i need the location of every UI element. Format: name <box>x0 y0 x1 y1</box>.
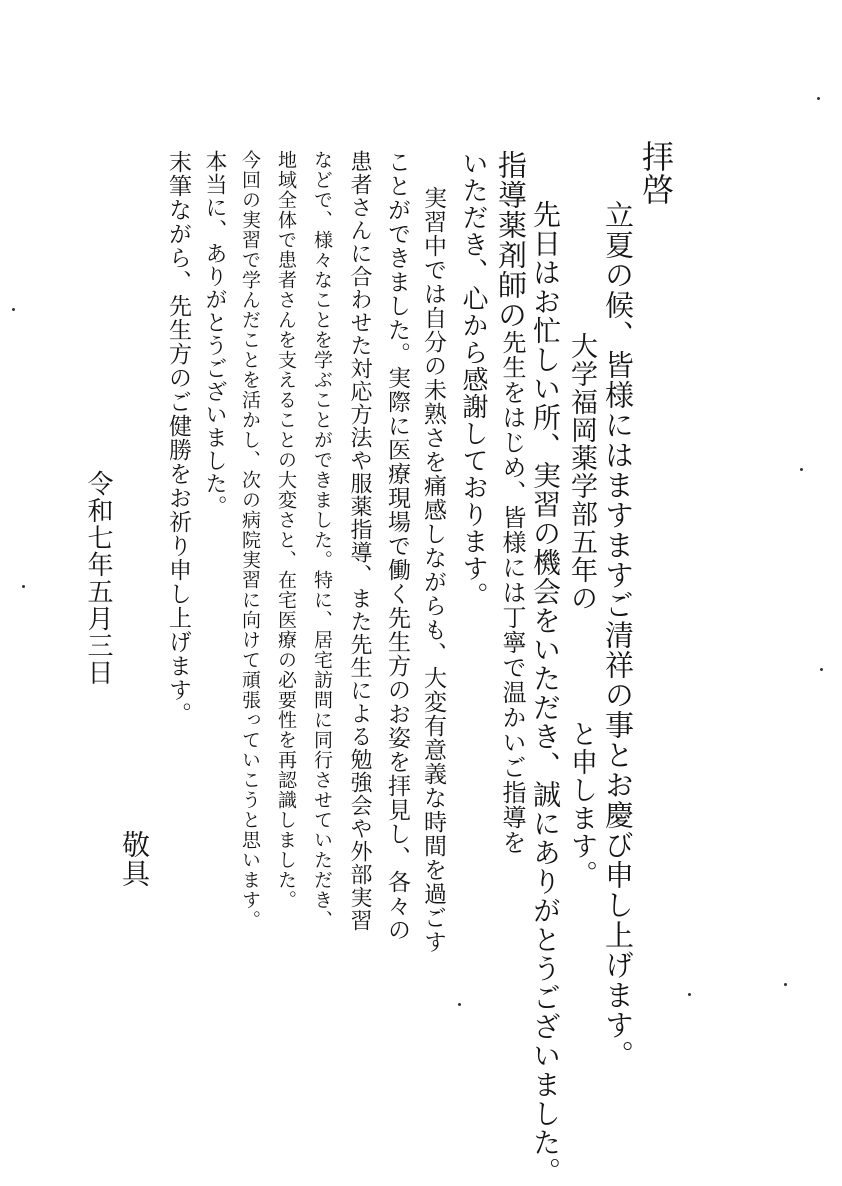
letter-date: 令和七年五月三日 <box>83 470 113 686</box>
guidance-line-part2: 先生をはじめ、皆様には丁寧で温かいご指導を <box>498 330 526 855</box>
body-line-6: 今回の実習で学んだことを活かし、次の病院実習に向けて頑張っていこうと思います。 <box>239 150 261 930</box>
scan-speck <box>800 468 803 471</box>
thanks-line: 先日はお忙しい所、実習の機会をいただき、誠にありがとうございました。 <box>529 200 562 1186</box>
self-intro-closing: と申します。 <box>566 720 597 888</box>
seasonal-greeting: 立夏の候、皆様にはますますご清祥の事とお慶び申し上げます。 <box>601 200 635 1070</box>
guidance-line-part1: 指導薬剤師の <box>494 150 528 330</box>
self-intro-affiliation: 大学福岡薬学部五年の <box>566 332 597 612</box>
scan-speck <box>12 308 15 311</box>
gratitude-line: いただき、心から感謝しております。 <box>458 150 488 609</box>
body-line-3: 患者さんに合わせた対応方法や服薬指導、また先生による勉強会や外部実習 <box>347 150 372 932</box>
scan-speck <box>688 993 691 996</box>
scan-speck <box>817 97 820 100</box>
scan-speck <box>22 585 25 588</box>
scan-speck <box>820 668 823 671</box>
body-line-4: などで、様々なことを学ぶことができました。特に、居宅訪問に同行させていただき、 <box>311 150 333 930</box>
body-line-1: 実習中では自分の未熟さを痛感しながらも、大変有意義な時間を過ごす <box>420 186 446 954</box>
scan-speck <box>458 1003 461 1006</box>
letter-closing: 敬具 <box>118 830 151 888</box>
body-line-7: 本当に、ありがとうございました。 <box>202 150 227 518</box>
scan-speck <box>784 983 787 986</box>
body-line-2: ことができました。実際に医療現場で働く先生方のお姿を拝見し、各々の <box>384 150 410 942</box>
letter-opening: 拝啓 <box>637 140 675 206</box>
body-line-8: 末筆ながら、先生方のご健勝をお祈り申し上げます。 <box>165 150 191 726</box>
body-line-5: 地域全体で患者さんを支えることの大変さと、在宅医療の必要性を再認識しました。 <box>275 150 297 910</box>
